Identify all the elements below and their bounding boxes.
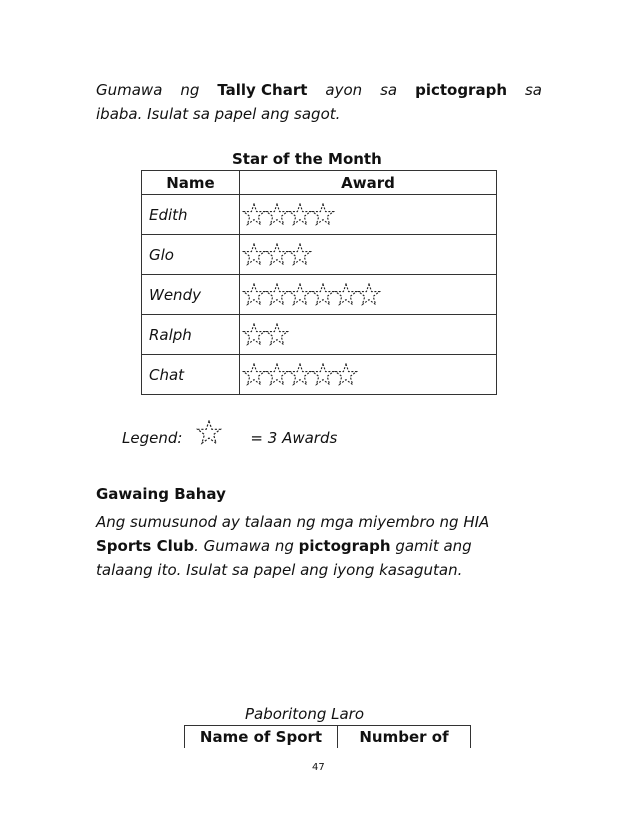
instructions-line-1: Gumawa ng Tally Chart ayon sa pictograph sa <box>96 81 542 99</box>
homework-title: Gawaing Bahay <box>96 485 226 503</box>
page-number: 47 <box>312 762 325 773</box>
dashed-star-icon <box>242 243 266 267</box>
legend-label: Legend: <box>122 429 183 447</box>
dashed-star-icon <box>357 283 381 307</box>
header-number-of: Number of <box>338 726 471 749</box>
dashed-star-icon <box>311 363 335 387</box>
pictograph-title: Star of the Month <box>232 150 382 168</box>
row-award-stars <box>240 355 497 395</box>
sports-header-row <box>185 726 471 749</box>
pictograph-header-row <box>142 171 497 195</box>
pictograph-table <box>141 170 497 395</box>
legend <box>122 420 337 456</box>
row-award-stars <box>240 235 497 275</box>
dashed-star-icon <box>288 363 312 387</box>
row-name: Glo <box>142 235 240 275</box>
row-name: Edith <box>142 195 240 235</box>
dashed-star-icon <box>265 363 289 387</box>
row-name: Ralph <box>142 315 240 355</box>
pictograph-row <box>142 275 497 315</box>
row-award-stars <box>240 195 497 235</box>
homework-line-2: Sports Club. Gumawa ng pictograph gamit ang <box>96 537 472 555</box>
sports-table <box>184 725 471 748</box>
dashed-star-icon <box>265 203 289 227</box>
dashed-star-icon <box>311 283 335 307</box>
row-award-stars <box>240 275 497 315</box>
dashed-star-icon <box>242 283 266 307</box>
dashed-star-icon <box>242 363 266 387</box>
pictograph-row <box>142 315 497 355</box>
dashed-star-icon <box>334 283 358 307</box>
instructions-line-2: ibaba. Isulat sa papel ang sagot. <box>96 105 341 123</box>
homework-text <box>96 510 546 582</box>
homework-line-1: Ang sumusunod ay talaan ng mga miyembro ng HIA <box>96 513 490 531</box>
dashed-star-icon <box>334 363 358 387</box>
dashed-star-icon <box>265 323 289 347</box>
dashed-star-icon <box>288 203 312 227</box>
sports-table-title: Paboritong Laro <box>245 705 365 723</box>
row-name: Chat <box>142 355 240 395</box>
dashed-star-icon <box>265 243 289 267</box>
dashed-star-icon <box>242 323 266 347</box>
instructions <box>96 78 542 126</box>
dashed-star-icon <box>265 283 289 307</box>
row-award-stars <box>240 315 497 355</box>
pictograph-row <box>142 235 497 275</box>
dashed-star-icon <box>196 420 222 446</box>
legend-value: = 3 Awards <box>250 429 338 447</box>
dashed-star-icon <box>311 203 335 227</box>
dashed-star-icon <box>242 203 266 227</box>
header-name: Name <box>142 171 240 195</box>
pictograph-row <box>142 355 497 395</box>
homework-line-3: talaang ito. Isulat sa papel ang iyong kasagutan. <box>96 561 463 579</box>
header-award: Award <box>240 171 497 195</box>
pictograph-row <box>142 195 497 235</box>
dashed-star-icon <box>288 283 312 307</box>
dashed-star-icon <box>288 243 312 267</box>
header-name-of-sport: Name of Sport <box>185 726 338 749</box>
row-name: Wendy <box>142 275 240 315</box>
